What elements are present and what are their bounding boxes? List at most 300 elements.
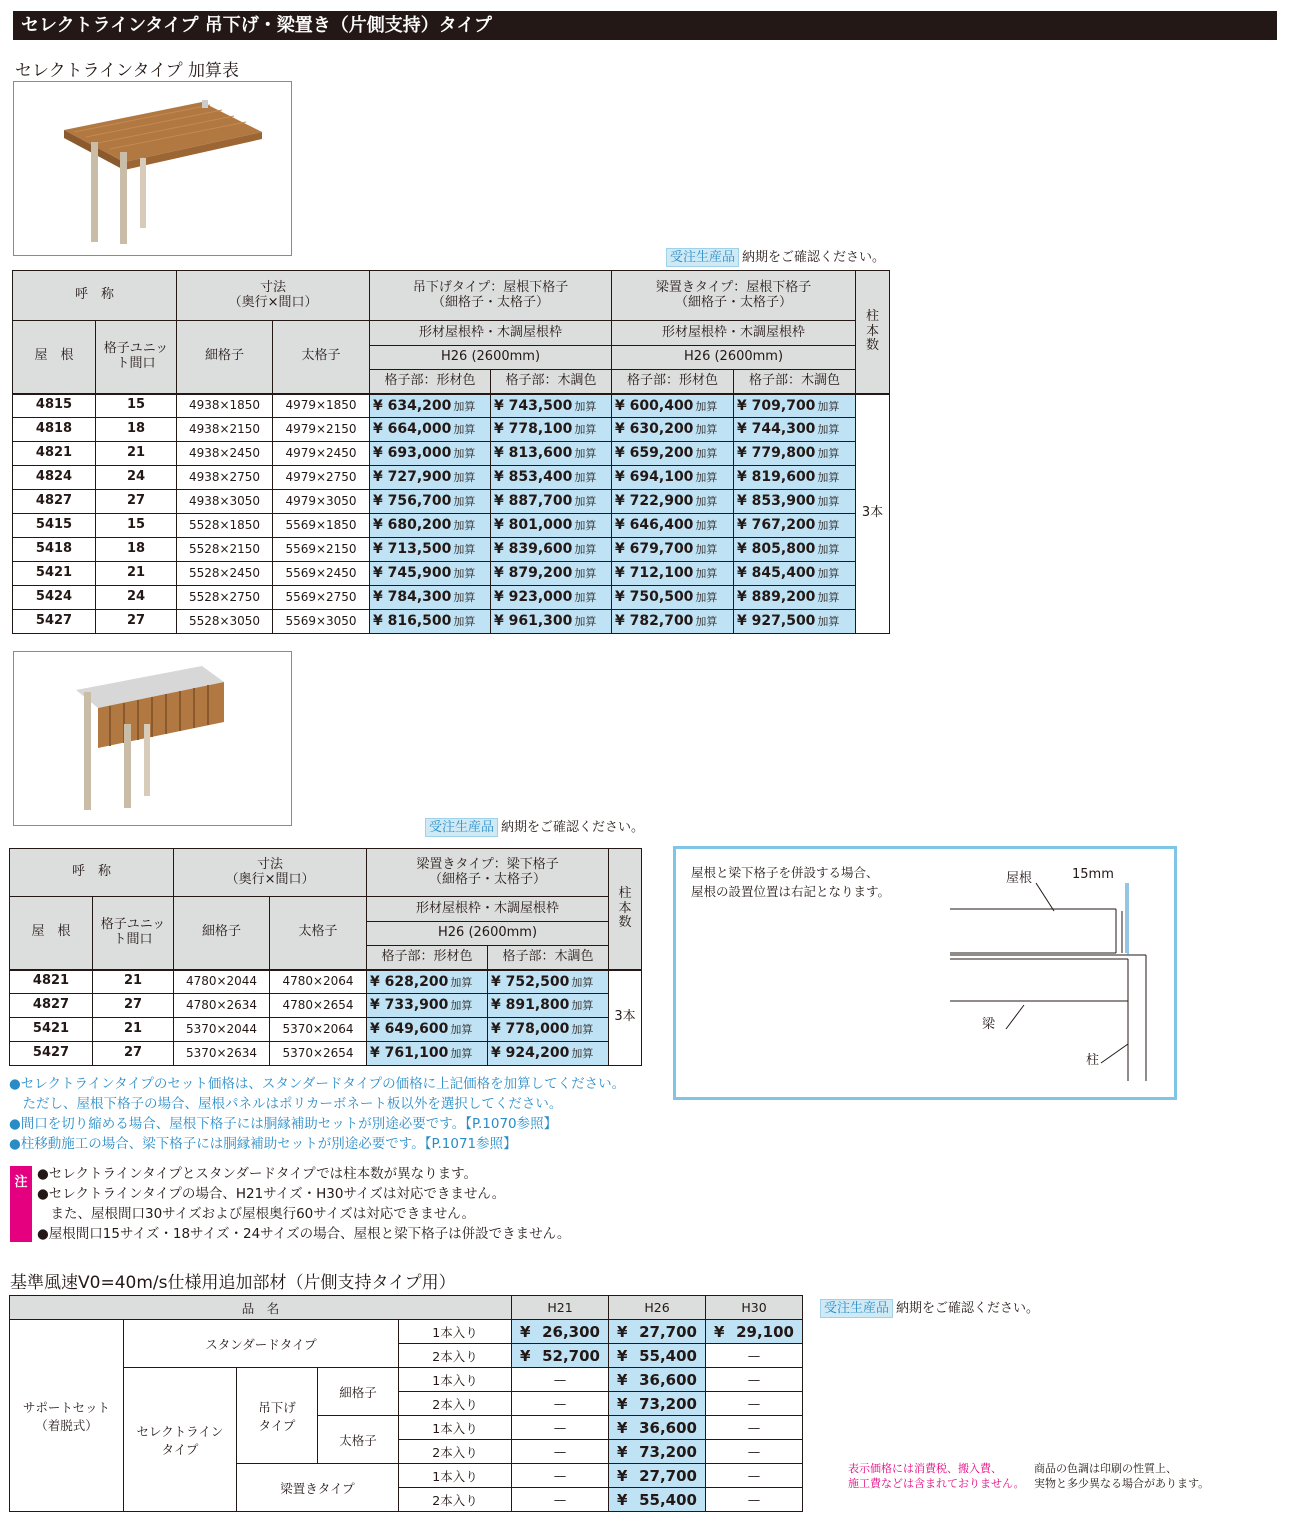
size-thin: 4780×2634 <box>174 994 270 1018</box>
beam-type-cell: 梁置きタイプ <box>237 1464 399 1512</box>
yen-sign: ¥ <box>737 517 747 534</box>
header-size: 寸法 （奥行×間口） <box>177 271 370 321</box>
price-p3 <box>612 562 734 586</box>
header-color-wood-2: 格子部：木調色 <box>734 370 856 394</box>
size-thin: 4938×2150 <box>177 418 273 442</box>
section-title-addition-table: セレクトラインタイプ 加算表 <box>15 61 240 81</box>
caution-badge: 注 <box>10 1166 32 1242</box>
yen-sign: ¥ <box>373 541 383 558</box>
price-value: 709,700 <box>751 397 816 414</box>
add-label: 加算 <box>695 615 718 629</box>
price-value: 889,200 <box>751 589 816 606</box>
lattice-unit: 21 <box>96 562 177 586</box>
add-label: 加算 <box>574 567 597 581</box>
roof-code: 4818 <box>13 418 96 442</box>
yen-sign: ¥ <box>737 493 747 510</box>
size-thick: 4979×1850 <box>273 394 370 418</box>
add-label: 加算 <box>695 423 718 437</box>
price-p2 <box>488 1042 609 1066</box>
header-hanging-type: 吊下げタイプ：屋根下格子 （細格子・太格子） <box>370 271 612 321</box>
price-note-3: ●間口を切り縮める場合、屋根下格子には胴縁補助セットが別途必要です。【P.1070参照】 <box>9 1116 558 1132</box>
header-color-wood-1: 格子部：木調色 <box>491 370 612 394</box>
price-p1 <box>367 970 488 994</box>
thick-two-h26: ¥ 73,200 <box>609 1440 706 1464</box>
std-one-h21: ¥ 26,300 <box>512 1320 609 1344</box>
yen-sign: ¥ <box>494 493 504 510</box>
price-p2 <box>491 394 612 418</box>
price-value: 744,300 <box>751 421 816 438</box>
label-15mm: 15mm <box>1072 867 1114 882</box>
yen-sign: ¥ <box>491 997 501 1014</box>
lattice-unit: 27 <box>93 994 174 1018</box>
wind-speed-parts-table <box>9 1295 803 1512</box>
add-label: 加算 <box>817 471 840 485</box>
caution-note-1: ●セレクトラインタイプとスタンダードタイプでは柱本数が異なります。 <box>37 1166 477 1182</box>
size-thin: 4938×1850 <box>177 394 273 418</box>
add-label: 加算 <box>695 591 718 605</box>
thick-one-h26: ¥ 36,600 <box>609 1416 706 1440</box>
thick-lattice-cell: 太格子 <box>318 1416 399 1464</box>
thin-two-h21: — <box>512 1392 609 1416</box>
add-label: 加算 <box>453 567 476 581</box>
add-label: 加算 <box>695 519 718 533</box>
roof-code: 4827 <box>10 994 93 1018</box>
price-p4 <box>734 538 856 562</box>
price-value: 649,600 <box>384 1021 449 1038</box>
header-color-metal-1: 格子部：形材色 <box>370 370 491 394</box>
price-value: 756,700 <box>387 493 452 510</box>
lattice-unit: 21 <box>93 1018 174 1042</box>
roof-code: 5418 <box>13 538 96 562</box>
price-value: 819,600 <box>751 469 816 486</box>
price-value: 752,500 <box>505 973 570 990</box>
header-beam-type: 梁置きタイプ：屋根下格子 （細格子・太格子） <box>612 271 856 321</box>
add-label: 加算 <box>817 399 840 413</box>
add-label: 加算 <box>695 495 718 509</box>
price-p4 <box>734 394 856 418</box>
size-thick: 5370×2654 <box>270 1042 367 1066</box>
add-label: 加算 <box>695 543 718 557</box>
price-p4 <box>734 466 856 490</box>
price-value: 779,800 <box>751 445 816 462</box>
price-p2 <box>491 442 612 466</box>
yen-sign: ¥ <box>370 973 380 990</box>
yen-sign: ¥ <box>373 589 383 606</box>
yen-sign: ¥ <box>615 493 625 510</box>
column-count: 3本 <box>609 970 642 1066</box>
beam-one-h21: — <box>512 1464 609 1488</box>
size-thick: 4780×2064 <box>270 970 367 994</box>
price-p1 <box>370 562 491 586</box>
size-thick: 4979×2150 <box>273 418 370 442</box>
std-one-label: 1本入り <box>399 1320 512 1344</box>
price-value: 712,100 <box>629 565 694 582</box>
table-row <box>10 994 642 1018</box>
lattice-unit: 18 <box>96 418 177 442</box>
price-p4 <box>734 418 856 442</box>
addition-price-table-roof-lattice <box>12 270 890 634</box>
price-p3 <box>612 538 734 562</box>
add-label: 加算 <box>453 495 476 509</box>
add-label: 加算 <box>453 447 476 461</box>
made-to-order-badge: 受注生産品 <box>425 818 498 837</box>
yen-sign: ¥ <box>370 1045 380 1062</box>
price-value: 727,900 <box>387 469 452 486</box>
product-photo-beam <box>13 651 292 826</box>
add-label: 加算 <box>695 399 718 413</box>
add-label: 加算 <box>817 495 840 509</box>
carport-beam-lattice-illustration <box>14 652 291 825</box>
order-note-1 <box>666 246 885 265</box>
add-label: 加算 <box>574 543 597 557</box>
price-value: 923,000 <box>508 589 573 606</box>
price-p2 <box>488 994 609 1018</box>
price-value: 679,700 <box>629 541 694 558</box>
price-p4 <box>734 514 856 538</box>
std-two-h21: ¥ 52,700 <box>512 1344 609 1368</box>
yen-sign: ¥ <box>737 469 747 486</box>
price-p3 <box>612 514 734 538</box>
size-thin: 4938×3050 <box>177 490 273 514</box>
price-p4 <box>734 610 856 634</box>
price-value: 891,800 <box>505 997 570 1014</box>
roof-code: 5421 <box>10 1018 93 1042</box>
roof-code: 5415 <box>13 514 96 538</box>
price-p1 <box>370 490 491 514</box>
addition-price-table-beam-lattice <box>9 848 642 1066</box>
yen-sign: ¥ <box>370 997 380 1014</box>
price-value: 778,100 <box>508 421 573 438</box>
diagram-description: 屋根と梁下格子を併設する場合、 屋根の設置位置は右記となります。 <box>691 865 891 899</box>
add-label: 加算 <box>571 999 594 1013</box>
size-thick: 5569×3050 <box>273 610 370 634</box>
label-beam: 梁 <box>982 1017 996 1032</box>
add-label: 加算 <box>817 423 840 437</box>
header-thick-lattice: 太格子 <box>270 897 367 970</box>
add-label: 加算 <box>453 543 476 557</box>
size-thin: 4938×2750 <box>177 466 273 490</box>
price-value: 813,600 <box>508 445 573 462</box>
header-name: 呼 称 <box>10 849 174 897</box>
price-p1 <box>370 586 491 610</box>
thin-two-h26: ¥ 73,200 <box>609 1392 706 1416</box>
price-value: 600,400 <box>629 397 694 414</box>
price-p1 <box>370 442 491 466</box>
yen-sign: ¥ <box>615 397 625 414</box>
price-p4 <box>734 490 856 514</box>
price-p1 <box>367 1018 488 1042</box>
thick-two-label: 2本入り <box>399 1440 512 1464</box>
add-label: 加算 <box>450 1023 473 1037</box>
section-title-wind-parts: 基準風速V0=40m/s仕様用追加部材（片側支持タイプ用） <box>10 1273 456 1293</box>
beam-two-h26: ¥ 55,400 <box>609 1488 706 1512</box>
add-label: 加算 <box>574 447 597 461</box>
beam-one-h26: ¥ 27,700 <box>609 1464 706 1488</box>
price-p1 <box>370 466 491 490</box>
header-height: H26 (2600mm) <box>367 922 609 946</box>
header-thin-lattice: 細格子 <box>174 897 270 970</box>
thin-one-h21: — <box>512 1368 609 1392</box>
column-count: 3本 <box>856 394 890 634</box>
add-label: 加算 <box>453 615 476 629</box>
header-frame-1: 形材屋根枠・木調屋根枠 <box>370 321 612 346</box>
header-item-name: 品 名 <box>10 1296 512 1320</box>
lattice-unit: 15 <box>96 514 177 538</box>
price-p2 <box>491 610 612 634</box>
price-value: 659,200 <box>629 445 694 462</box>
add-label: 加算 <box>453 591 476 605</box>
size-thin: 5528×2750 <box>177 586 273 610</box>
yen-sign: ¥ <box>491 973 501 990</box>
thick-one-h21: — <box>512 1416 609 1440</box>
roof-code: 4821 <box>13 442 96 466</box>
color-note: 商品の色調は印刷の性質上、 実物と多少異なる場合があります。 <box>1034 1462 1210 1490</box>
lattice-unit: 27 <box>93 1042 174 1066</box>
support-set-cell: サポートセット （着脱式） <box>10 1320 124 1512</box>
lattice-unit: 21 <box>96 442 177 466</box>
price-p2 <box>491 586 612 610</box>
selectline-type-cell: セレクトライン タイプ <box>124 1368 237 1512</box>
price-p2 <box>491 418 612 442</box>
label-post: 柱 <box>1086 1053 1100 1068</box>
add-label: 加算 <box>574 519 597 533</box>
add-label: 加算 <box>453 471 476 485</box>
price-p2 <box>488 1018 609 1042</box>
hanging-type-cell: 吊下げ タイプ <box>237 1368 318 1464</box>
yen-sign: ¥ <box>494 613 504 630</box>
add-label: 加算 <box>453 399 476 413</box>
table-row <box>13 490 890 514</box>
header-roof: 屋 根 <box>10 897 93 970</box>
price-p4 <box>734 586 856 610</box>
roof-code: 5424 <box>13 586 96 610</box>
std-one-h30: ¥ 29,100 <box>706 1320 803 1344</box>
yen-sign: ¥ <box>615 589 625 606</box>
order-note-text: 納期をご確認ください。 <box>896 1301 1040 1316</box>
price-p3 <box>612 610 734 634</box>
yen-sign: ¥ <box>615 445 625 462</box>
add-label: 加算 <box>817 447 840 461</box>
add-label: 加算 <box>450 1047 473 1061</box>
price-value: 805,800 <box>751 541 816 558</box>
price-p1 <box>367 1042 488 1066</box>
standard-type-cell: スタンダードタイプ <box>124 1320 399 1368</box>
carport-roof-lattice-illustration <box>14 82 291 255</box>
thin-one-h26: ¥ 36,600 <box>609 1368 706 1392</box>
product-photo-hanging <box>13 81 292 256</box>
price-value: 634,200 <box>387 397 452 414</box>
add-label: 加算 <box>450 975 473 989</box>
caution-notes <box>37 1164 570 1244</box>
yen-sign: ¥ <box>370 1021 380 1038</box>
table1-body <box>13 394 890 634</box>
price-value: 961,300 <box>508 613 573 630</box>
lattice-unit: 24 <box>96 466 177 490</box>
add-label: 加算 <box>450 999 473 1013</box>
add-label: 加算 <box>574 471 597 485</box>
add-label: 加算 <box>571 1047 594 1061</box>
table-row <box>13 538 890 562</box>
roof-code: 4821 <box>10 970 93 994</box>
yen-sign: ¥ <box>615 469 625 486</box>
table-row <box>13 418 890 442</box>
yen-sign: ¥ <box>615 541 625 558</box>
price-note-4: ●柱移動施工の場合、梁下格子には胴縁補助セットが別途必要です。【P.1071参照】 <box>9 1136 517 1152</box>
price-value: 750,500 <box>629 589 694 606</box>
header-h21: H21 <box>512 1296 609 1320</box>
header-lattice-unit: 格子ユニット間口 <box>93 897 174 970</box>
add-label: 加算 <box>453 519 476 533</box>
price-value: 782,700 <box>629 613 694 630</box>
label-roof: 屋根 <box>1006 871 1033 886</box>
table-row <box>10 970 642 994</box>
add-label: 加算 <box>695 567 718 581</box>
size-thick: 4979×2750 <box>273 466 370 490</box>
price-value: 745,900 <box>387 565 452 582</box>
thin-one-h30: — <box>706 1368 803 1392</box>
order-note-2 <box>425 816 644 835</box>
size-thick: 4979×2450 <box>273 442 370 466</box>
price-p1 <box>370 418 491 442</box>
order-note-text: 納期をご確認ください。 <box>742 250 886 265</box>
yen-sign: ¥ <box>373 397 383 414</box>
price-value: 839,600 <box>508 541 573 558</box>
yen-sign: ¥ <box>373 613 383 630</box>
price-value: 630,200 <box>629 421 694 438</box>
price-value: 845,400 <box>751 565 816 582</box>
price-note-1: ●セレクトラインタイプのセット価格は、スタンダードタイプの価格に上記価格を加算してください。 <box>9 1076 626 1092</box>
yen-sign: ¥ <box>737 565 747 582</box>
header-h26: H26 <box>609 1296 706 1320</box>
price-value: 646,400 <box>629 517 694 534</box>
price-value: 767,200 <box>751 517 816 534</box>
made-to-order-badge: 受注生産品 <box>820 1299 893 1318</box>
add-label: 加算 <box>817 591 840 605</box>
caution-note-3: また、屋根間口30サイズおよび屋根奥行60サイズは対応できません。 <box>37 1206 476 1222</box>
price-value: 733,900 <box>384 997 449 1014</box>
size-thin: 5528×2150 <box>177 538 273 562</box>
add-label: 加算 <box>695 471 718 485</box>
yen-sign: ¥ <box>373 445 383 462</box>
table-row <box>13 394 890 418</box>
price-value: 722,900 <box>629 493 694 510</box>
price-p1 <box>370 538 491 562</box>
header-height-2: H26 (2600mm) <box>612 346 856 370</box>
header-color-metal-2: 格子部：形材色 <box>612 370 734 394</box>
price-note-2: ただし、屋根下格子の場合、屋根パネルはポリカーボネート板以外を選択してください。 <box>9 1096 563 1112</box>
yen-sign: ¥ <box>737 445 747 462</box>
lattice-unit: 27 <box>96 490 177 514</box>
size-thick: 4979×3050 <box>273 490 370 514</box>
price-value: 694,100 <box>629 469 694 486</box>
header-color-metal: 格子部：形材色 <box>367 946 488 970</box>
header-roof: 屋 根 <box>13 321 96 394</box>
roof-code: 4815 <box>13 394 96 418</box>
price-value: 927,500 <box>751 613 816 630</box>
table-row <box>13 586 890 610</box>
roof-position-diagram <box>673 846 1177 1100</box>
price-value: 924,200 <box>505 1045 570 1062</box>
size-thin: 5528×3050 <box>177 610 273 634</box>
yen-sign: ¥ <box>737 589 747 606</box>
add-label: 加算 <box>695 447 718 461</box>
price-p1 <box>367 994 488 1018</box>
table-row <box>13 514 890 538</box>
yen-sign: ¥ <box>373 517 383 534</box>
header-lattice-unit: 格子ユニット間口 <box>96 321 177 394</box>
price-value: 761,100 <box>384 1045 449 1062</box>
roof-code: 5421 <box>13 562 96 586</box>
thin-lattice-cell: 細格子 <box>318 1368 399 1416</box>
thin-one-label: 1本入り <box>399 1368 512 1392</box>
tax-note: 表示価格には消費税、搬入費、 施工費などは含まれておりません。 <box>848 1462 1025 1490</box>
header-frame: 形材屋根枠・木調屋根枠 <box>367 897 609 922</box>
price-value: 693,000 <box>387 445 452 462</box>
yen-sign: ¥ <box>491 1045 501 1062</box>
add-label: 加算 <box>574 399 597 413</box>
yen-sign: ¥ <box>373 469 383 486</box>
size-thin: 5528×1850 <box>177 514 273 538</box>
caution-note-2: ●セレクトラインタイプの場合、H21サイズ・H30サイズは対応できません。 <box>37 1186 506 1202</box>
size-thick: 4780×2654 <box>270 994 367 1018</box>
price-value: 680,200 <box>387 517 452 534</box>
size-thick: 5569×2450 <box>273 562 370 586</box>
thin-two-h30: — <box>706 1392 803 1416</box>
add-label: 加算 <box>571 1023 594 1037</box>
price-value: 664,000 <box>387 421 452 438</box>
table-row <box>13 610 890 634</box>
yen-sign: ¥ <box>494 421 504 438</box>
price-p3 <box>612 418 734 442</box>
header-size: 寸法 （奥行×間口） <box>174 849 367 897</box>
roof-code: 5427 <box>10 1042 93 1066</box>
size-thin: 5370×2044 <box>174 1018 270 1042</box>
price-value: 801,000 <box>508 517 573 534</box>
add-label: 加算 <box>817 615 840 629</box>
thin-two-label: 2本入り <box>399 1392 512 1416</box>
table-row <box>13 442 890 466</box>
yen-sign: ¥ <box>737 541 747 558</box>
header-color-wood: 格子部：木調色 <box>488 946 609 970</box>
price-value: 887,700 <box>508 493 573 510</box>
thick-two-h21: — <box>512 1440 609 1464</box>
table2-body <box>10 970 642 1066</box>
price-value: 743,500 <box>508 397 573 414</box>
std-two-h26: ¥ 55,400 <box>609 1344 706 1368</box>
price-value: 816,500 <box>387 613 452 630</box>
thick-one-h30: — <box>706 1416 803 1440</box>
price-notes <box>9 1074 625 1154</box>
header-column-count: 柱本数 <box>609 849 642 970</box>
yen-sign: ¥ <box>494 445 504 462</box>
yen-sign: ¥ <box>491 1021 501 1038</box>
price-p1 <box>370 394 491 418</box>
add-label: 加算 <box>574 423 597 437</box>
price-value: 778,000 <box>505 1021 570 1038</box>
price-p2 <box>491 466 612 490</box>
beam-two-h30: — <box>706 1488 803 1512</box>
lattice-unit: 18 <box>96 538 177 562</box>
add-label: 加算 <box>574 495 597 509</box>
size-thick: 5569×2150 <box>273 538 370 562</box>
table-row <box>13 466 890 490</box>
roof-code: 5427 <box>13 610 96 634</box>
yen-sign: ¥ <box>615 517 625 534</box>
add-label: 加算 <box>574 591 597 605</box>
yen-sign: ¥ <box>737 421 747 438</box>
price-p1 <box>370 610 491 634</box>
yen-sign: ¥ <box>373 421 383 438</box>
